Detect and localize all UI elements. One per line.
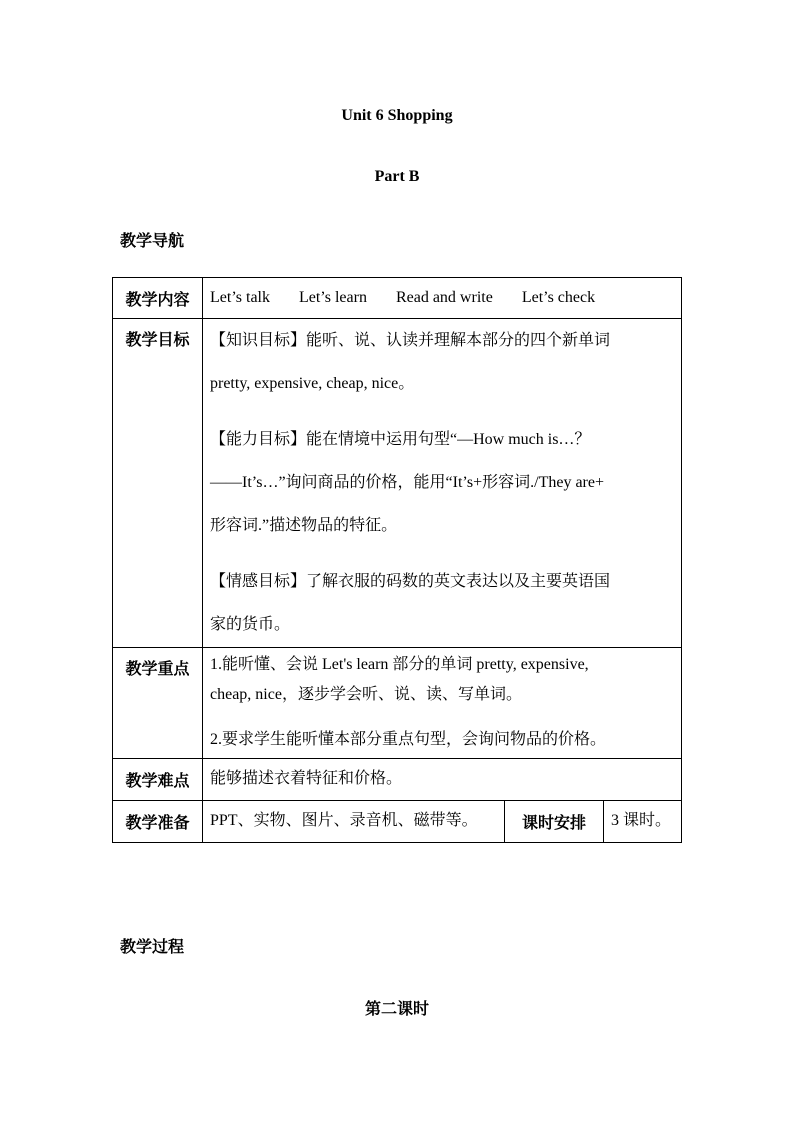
teaching-guide-table (112, 277, 682, 843)
emotion-goal-line: 【情感目标】了解衣服的码数的英文表达以及主要英语国 (210, 573, 611, 590)
table-row-prep (113, 801, 682, 843)
prep-text: PPT、实物、图片、录音机、磁带等。 (210, 812, 478, 829)
label-key-points: 教学重点 (113, 648, 203, 759)
knowledge-goal-line: 【知识目标】能听、说、认读并理解本部分的四个新单词 (210, 332, 611, 349)
schedule-value: 3 课时。 (611, 812, 672, 829)
difficulty-text: 能够描述衣着特征和价格。 (210, 770, 403, 787)
table-row-key-points (113, 648, 682, 759)
key-point-line: cheap, nice，逐步学会听、说、读、写单词。 (210, 686, 522, 703)
content-item: Let’s learn (298, 289, 367, 306)
label-content: 教学内容 (113, 278, 203, 319)
content-item: Read and write (395, 289, 493, 306)
content-cell (203, 278, 682, 319)
table-row-goals (113, 319, 682, 648)
table-row-content (113, 278, 682, 319)
label-prep: 教学准备 (113, 801, 203, 843)
difficulty-cell (203, 759, 682, 801)
lesson-title: 第二课时 (364, 1001, 429, 1018)
table-row-difficulty (113, 759, 682, 801)
label-difficulty: 教学难点 (113, 759, 203, 801)
content-item: Let’s talk (210, 289, 270, 306)
label-schedule: 课时安排 (505, 801, 604, 843)
knowledge-goal-line: pretty, expensive, cheap, nice。 (210, 375, 415, 392)
goals-cell (203, 319, 682, 648)
emotion-goal-line: 家的货币。 (210, 616, 291, 633)
section-process-heading: 教学过程 (120, 939, 185, 956)
doc-part: Part B (374, 168, 420, 185)
schedule-cell (604, 801, 682, 843)
section-guide-heading: 教学导航 (120, 233, 185, 250)
key-point-line: 1.能听懂、会说 Let's learn 部分的单词 pretty, expensive, (210, 656, 589, 673)
doc-title: Unit 6 Shopping (341, 107, 453, 124)
ability-goal-line: ——It’s…”询问商品的价格，能用“It’s+形容词./They are+ (210, 474, 604, 491)
ability-goal-line: 形容词.”描述物品的特征。 (210, 517, 398, 534)
content-item: Let’s check (521, 289, 596, 306)
prep-cell (203, 801, 505, 843)
key-points-cell (203, 648, 682, 759)
ability-goal-line: 【能力目标】能在情境中运用句型“—How much is…？ (210, 431, 591, 448)
key-point-line: 2.要求学生能听懂本部分重点句型，会询问物品的价格。 (210, 731, 607, 748)
label-goals: 教学目标 (113, 319, 203, 648)
